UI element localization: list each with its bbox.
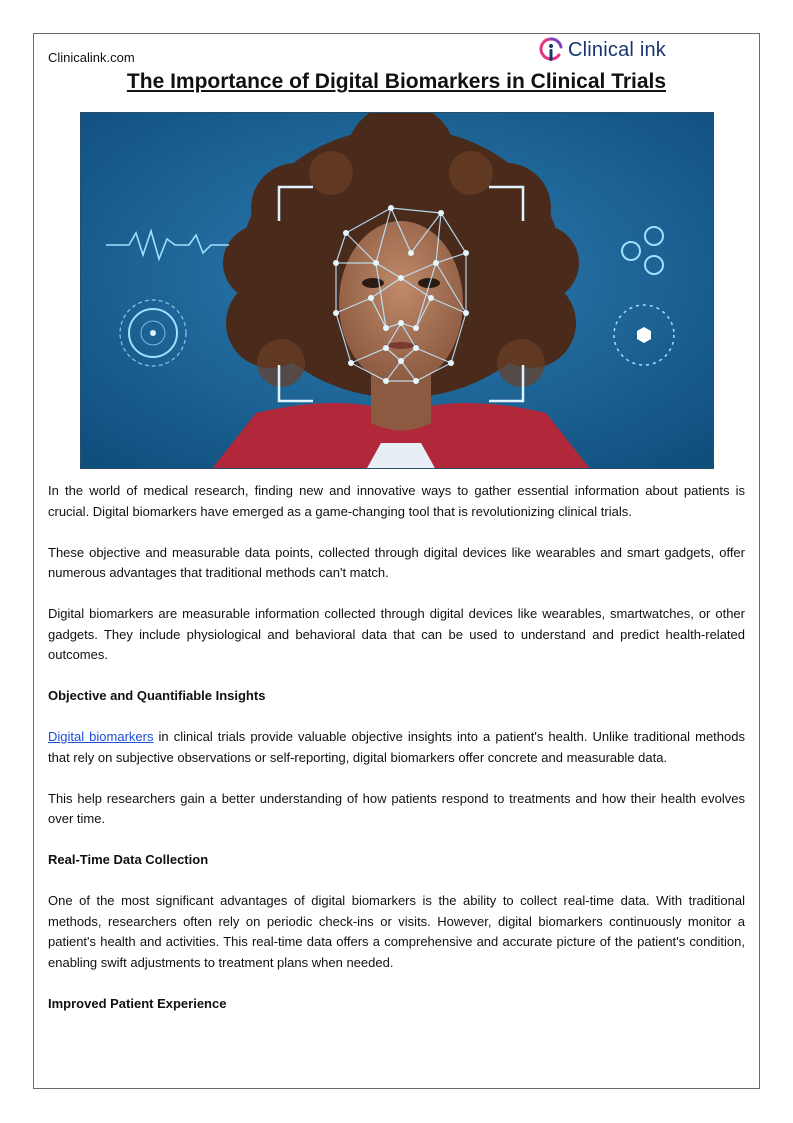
section-heading-realtime: Real-Time Data Collection	[48, 852, 209, 867]
digital-biomarkers-link[interactable]: Digital biomarkers	[48, 729, 154, 744]
section-heading-objective: Objective and Quantifiable Insights	[48, 688, 266, 703]
page-title: The Importance of Digital Biomarkers in Clinical Trials	[126, 70, 667, 93]
hero-image	[80, 112, 714, 469]
paragraph-objective-text: in clinical trials provide valuable objective insights into a patient's health. Unlike traditional methods that rely on subjective observations or self-reporting, digital biomarkers offer concrete and measurable data.	[48, 729, 745, 765]
clinical-ink-logo-icon	[538, 36, 564, 64]
paragraph-definition: Digital biomarkers are measurable information collected through digital devices like wearables, smartwatches, or other gadgets. They include physiological and behavioral data that can be used to understand and predict health-related outcomes.	[48, 606, 745, 662]
article-body	[48, 481, 745, 1035]
paragraph-intro: In the world of medical research, finding new and innovative ways to gather essential information about patients is crucial. Digital biomarkers have emerged as a game-changing tool that is revolutionizing clinical trials.	[48, 483, 745, 519]
site-name: Clinicalink.com	[48, 50, 135, 65]
paragraph-understanding: This help researchers gain a better understanding of how patients respond to treatments and how their health evolves over time.	[48, 790, 745, 826]
brand-logo[interactable]	[538, 36, 666, 64]
paragraph-realtime: One of the most significant advantages of digital biomarkers is the ability to collect real-time data. With traditional methods, researchers often rely on periodic check-ins or visits. However, digital biomarkers continuously monitor a patient's health and activities. This real-time data offers a comprehensive and accurate picture of the patient's condition, enabling swift adjustments to treatment plans when needed.	[48, 893, 745, 970]
logo-text: Clinical ink	[568, 38, 666, 61]
paragraph-objective	[48, 727, 745, 768]
section-heading-patient-experience: Improved Patient Experience	[48, 995, 227, 1011]
paragraph-advantages: These objective and measurable data points, collected through digital devices like wearables and smart gadgets, offer numerous advantages that traditional methods can't match.	[48, 544, 745, 580]
